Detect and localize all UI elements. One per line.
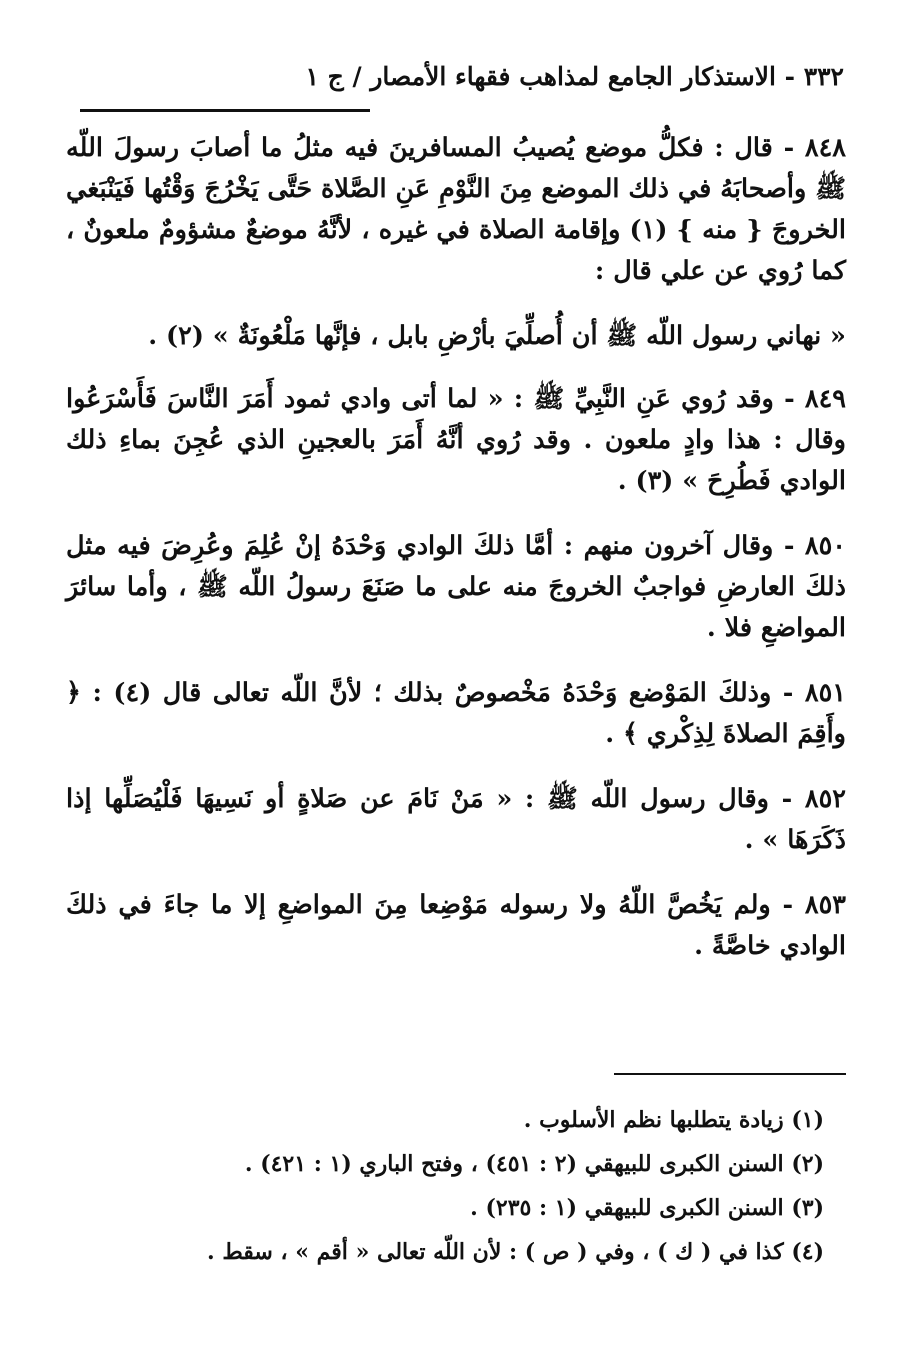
paragraph-853: ٨٥٣ - ولم يَخُصَّ اللّهُ ولا رسوله مَوْضِعا مِنَ المواضعِ إلا ما جاءَ في ذلكَ الوادي خاصَّةً . xyxy=(66,890,846,961)
paragraph-851: ٨٥١ - وذلكَ المَوْضع وَحْدَهُ مَخْصوصٌ بذلك ؛ لأنَّ اللّه تعالى قال (٤) : ﴿ وأَقِمَ الصلاةَ لِذِكْري ﴾ . xyxy=(66,678,846,749)
running-title: ٣٣٢ - الاستذكار الجامع لمذاهب فقهاء الأمصار / ج ١ xyxy=(305,62,844,91)
header-rule xyxy=(80,109,370,112)
footnote-separator xyxy=(614,1073,846,1075)
page-header xyxy=(80,62,844,112)
main-text xyxy=(66,128,846,991)
paragraph-850: ٨٥٠ - وقال آخرون منهم : أمَّا ذلكَ الوادي وَحْدَهُ إنْ عُلِمَ وعُرِضَ فيه مثل ذلكَ العارضِ فواجبٌ الخروجَ منه على ما صَنَعَ رسولُ اللّه ﷺ ، وأما سائرَ المواضعِ فلا . xyxy=(66,531,846,643)
footnote-4: (٤) كذا في ( ك ) ، وفي ( ص ) : لأن اللّه تعالى « أقم » ، سقط . xyxy=(207,1239,824,1265)
paragraph-852: ٨٥٢ - وقال رسول اللّه ﷺ : « مَنْ نَامَ عن صَلاةٍ أو نَسِيهَا فَلْيُصَلِّها إذا ذَكَرَهَا » . xyxy=(66,784,846,855)
paragraph-848: ٨٤٨ - قال : فكلُّ موضع يُصيبُ المسافرينَ فيه مثلُ ما أصابَ رسولَ اللّه ﷺ وأصحابَهُ في ذلك الموضع مِنَ النَّوْمِ عَنِ الصَّلاة حَتَّى يَخْرُجَ وَقْتُها فَيَنْبَغي الخروجَ { منه } (١) وإقامة الصلاة في غيره ، لأنَّهُ موضعٌ مشؤومٌ ملعونٌ ، كما رُوي عن علي قال : xyxy=(66,133,846,286)
footnote-2: (٢) السنن الكبرى للبيهقي (٢ : ٤٥١) ، وفتح الباري (١ : ٤٢١) . xyxy=(244,1151,824,1177)
footnote-1: (١) زيادة يتطلبها نظم الأسلوب . xyxy=(523,1107,824,1133)
footnote-3: (٣) السنن الكبرى للبيهقي (١ : ٢٣٥) . xyxy=(470,1195,824,1221)
footnotes xyxy=(90,1098,824,1274)
paragraph-849: ٨٤٩ - وقد رُوي عَنِ النَّبِيِّ ﷺ : « لما أتى وادي ثمود أَمَرَ النَّاسَ فَأَسْرَعُوا وقال : هذا وادٍ ملعون . وقد رُوي أنَّهُ أَمَرَ بالعجينِ الذي عُجِنَ بماءِ ذلك الوادي فَطُرِحَ » (٣) . xyxy=(66,384,846,496)
hadith-quote: « نهاني رسول اللّه ﷺ أن أُصلِّيَ بأرْضِ بابل ، فإنَّها مَلْعُونَةٌ » (٢) . xyxy=(148,321,846,351)
